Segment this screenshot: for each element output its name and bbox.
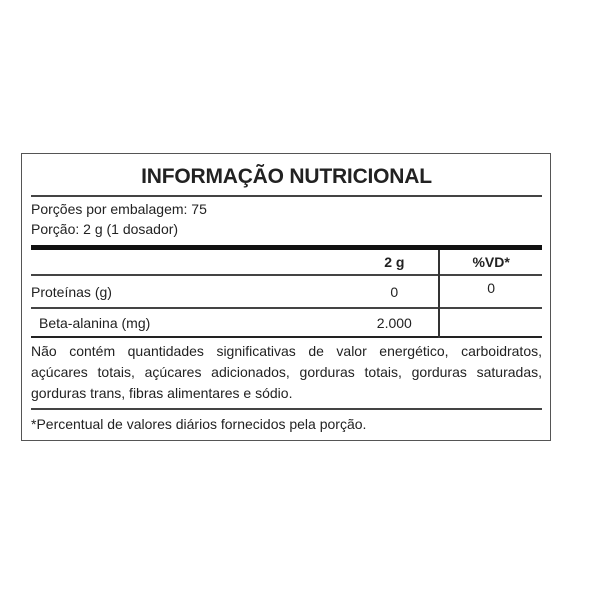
servings-per-package: Porções por embalagem: 75: [31, 201, 207, 217]
nutrient-table: [31, 250, 542, 338]
nutrient-amount: 2.000: [350, 308, 439, 337]
table-row: [31, 275, 542, 308]
nutrient-label: Beta-alanina (mg): [39, 314, 151, 331]
table-row: [31, 308, 542, 337]
nutrition-facts-label: [21, 153, 551, 441]
header-empty: [31, 250, 350, 275]
serving-size: Porção: 2 g (1 dosador): [31, 221, 179, 237]
not-significant-note: Não contém quantidades significativas de valor energético, carboidratos, açúcares totais, açúcares adicionados, gorduras totais, gorduras saturadas, gorduras trans, fibras alimentares e sódio.: [31, 343, 542, 401]
nutrient-dv: [439, 308, 542, 337]
footnote: *Percentual de valores diários fornecidos pela porção.: [31, 416, 367, 432]
nutrient-dv: 0: [487, 280, 496, 296]
header-dv: %VD*: [472, 254, 510, 270]
nutrient-amount: 0: [350, 275, 439, 308]
nutrient-label: Proteínas (g): [31, 283, 112, 300]
table-header-row: [31, 250, 542, 275]
label-title: INFORMAÇÃO NUTRICIONAL: [141, 165, 432, 188]
header-amount: 2 g: [350, 250, 439, 275]
